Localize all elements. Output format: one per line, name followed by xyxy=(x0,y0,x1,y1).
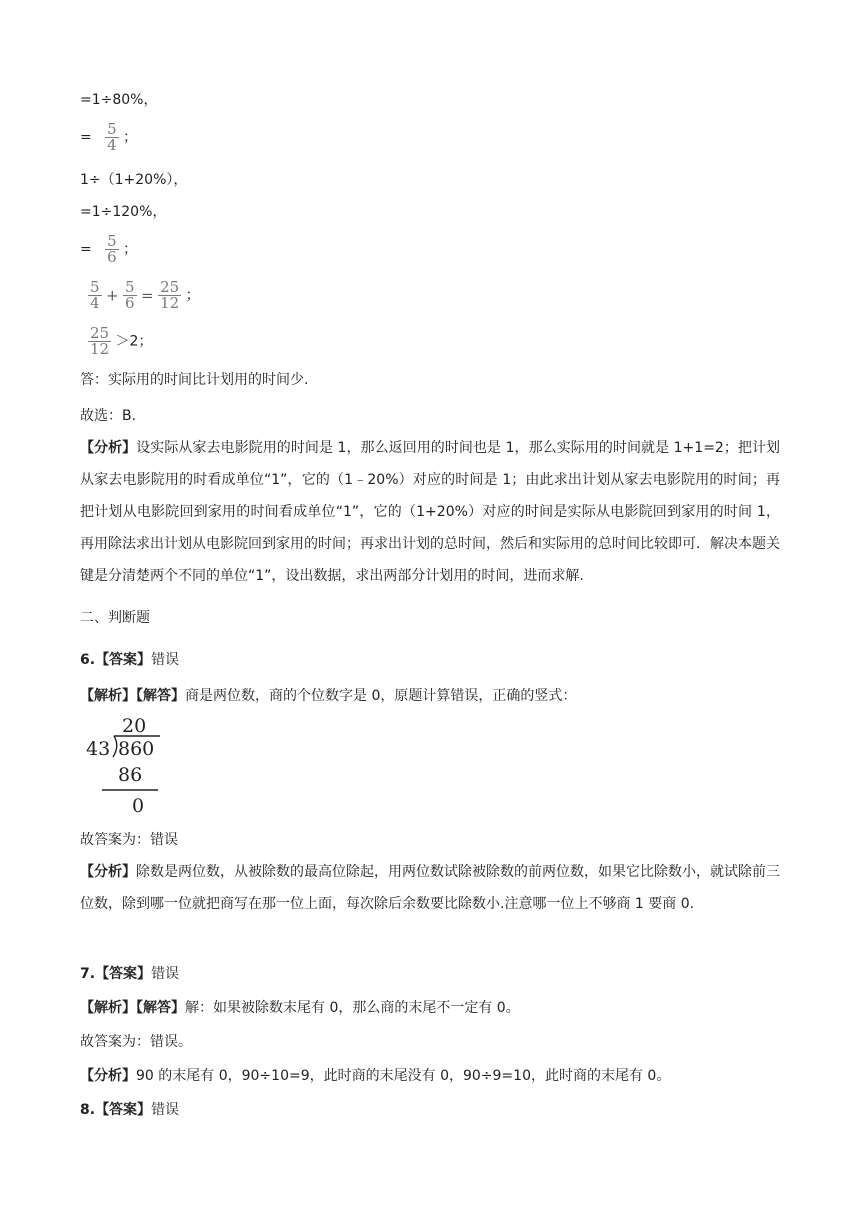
fraction-25-12: $\frac{25}{12}$ xyxy=(90,324,110,358)
answer-text: 答：实际用的时间比计划用的时间少. xyxy=(80,372,309,388)
answer-value: 错误 xyxy=(151,966,180,982)
comparison-text: ＞2； xyxy=(115,333,153,350)
question-7-conclusion xyxy=(80,1032,192,1052)
fraction-5-4: $\frac{5}{4}$ xyxy=(90,278,100,312)
question-number: 7. xyxy=(80,966,96,982)
fraction-25-12: $\frac{25}{12}$ xyxy=(160,278,180,312)
section-heading xyxy=(80,608,150,628)
question-8-header xyxy=(80,1100,179,1120)
question-7-solution xyxy=(80,998,520,1018)
step-line-1 xyxy=(80,90,158,110)
remainder: 0 xyxy=(132,795,145,817)
answer-value: 错误 xyxy=(151,652,180,668)
answer-tag: 【答案】 xyxy=(95,652,152,668)
solution-tag: 【解析】【解答】 xyxy=(80,688,185,704)
question-6-header xyxy=(80,650,179,670)
answer-line xyxy=(80,370,308,390)
fraction-5-6: $\frac{5}{6}$ xyxy=(125,278,135,312)
analysis-text: 90 的末尾有 0，90÷10=9，此时商的末尾没有 0，90÷9=10，此时商的末尾有 0。 xyxy=(136,1068,671,1084)
question-number: 8. xyxy=(80,1102,96,1118)
question-7-analysis xyxy=(80,1066,670,1086)
conclusion-text: 故答案为：错误。 xyxy=(80,1034,192,1050)
step-line-5 xyxy=(80,234,137,265)
choice-text: 故选：B. xyxy=(80,408,137,424)
plus-sign: + xyxy=(106,286,119,305)
division-bracket xyxy=(113,736,117,757)
fraction-5-4: $\frac{5}{4}$ xyxy=(107,120,117,154)
answer-value: 错误 xyxy=(151,1102,180,1118)
analysis-text: 除数是两位数，从被除数的最高位除起，用两位数试除被除数的前两位数，如果它比除数小，就试除前三位数，除到哪一位就把商写在那一位上面，每次除后余数要比除数小.注意哪一位上不够商 1 要商 0. xyxy=(80,864,780,912)
question-7-header xyxy=(80,964,179,984)
section-title: 二、判断题 xyxy=(80,610,150,626)
step-line-7 xyxy=(88,326,152,357)
dividend: 860 xyxy=(118,738,155,760)
divisor: 43 xyxy=(86,738,111,760)
analysis-text: 设实际从家去电影院用的时间是 1，那么返回用的时间也是 1，那么实际用的时间就是 1+1=2；把计划从家去电影院用的时看成单位“1”，它的（1﹣20%）对应的时间是 1；由此求出计划从家去电影院用的时间；再把计划从电影院回到家用的时间看成单位“1”，它的（1+20%）对应的时间是实际从电影院回到家用的时间 1，再用除法求出计划从电影院回到家用的时间；再求出计划的总时间，然后和实际用的总时间比较即可．解决本题关键是分清楚两个不同的单位“1”，设出数据，求出两部分计划用的时间，进而求解. xyxy=(80,440,781,584)
step-line-6 xyxy=(88,280,200,311)
step-line-3 xyxy=(80,170,187,190)
question-6-solution xyxy=(80,686,576,706)
answer-tag: 【答案】 xyxy=(95,966,152,982)
analysis-paragraph xyxy=(80,432,780,592)
question-6-conclusion xyxy=(80,830,178,850)
solution-text: 商是两位数，商的个位数字是 0，原题计算错误，正确的竖式： xyxy=(185,688,577,704)
step-line-4 xyxy=(80,202,166,222)
semicolon: ； xyxy=(123,129,138,146)
solution-tag: 【解析】【解答】 xyxy=(80,1000,185,1016)
solution-text: 解：如果被除数末尾有 0，那么商的末尾不一定有 0。 xyxy=(185,1000,520,1016)
semicolon: ； xyxy=(185,287,200,304)
conclusion-text: 故答案为：错误 xyxy=(80,832,178,848)
step-text: 1÷（1+20%）， xyxy=(80,172,188,188)
analysis-tag: 【分析】 xyxy=(80,864,136,880)
long-division-diagram xyxy=(80,712,180,822)
analysis-tag: 【分析】 xyxy=(80,1068,136,1084)
analysis-tag: 【分析】 xyxy=(80,440,137,456)
semicolon: ； xyxy=(123,241,138,258)
product: 86 xyxy=(118,764,143,786)
question-number: 6. xyxy=(80,652,96,668)
question-6-analysis xyxy=(80,856,780,920)
choice-line xyxy=(80,406,136,426)
equals-sign: = xyxy=(80,241,92,258)
equals-sign: = xyxy=(80,129,92,146)
quotient: 20 xyxy=(122,715,147,737)
answer-tag: 【答案】 xyxy=(95,1102,152,1118)
step-line-2 xyxy=(80,122,137,153)
equals-sign: = xyxy=(141,286,154,305)
fraction-5-6: $\frac{5}{6}$ xyxy=(107,232,117,266)
step-text: =1÷80%， xyxy=(80,92,158,108)
step-text: =1÷120%， xyxy=(80,204,167,220)
